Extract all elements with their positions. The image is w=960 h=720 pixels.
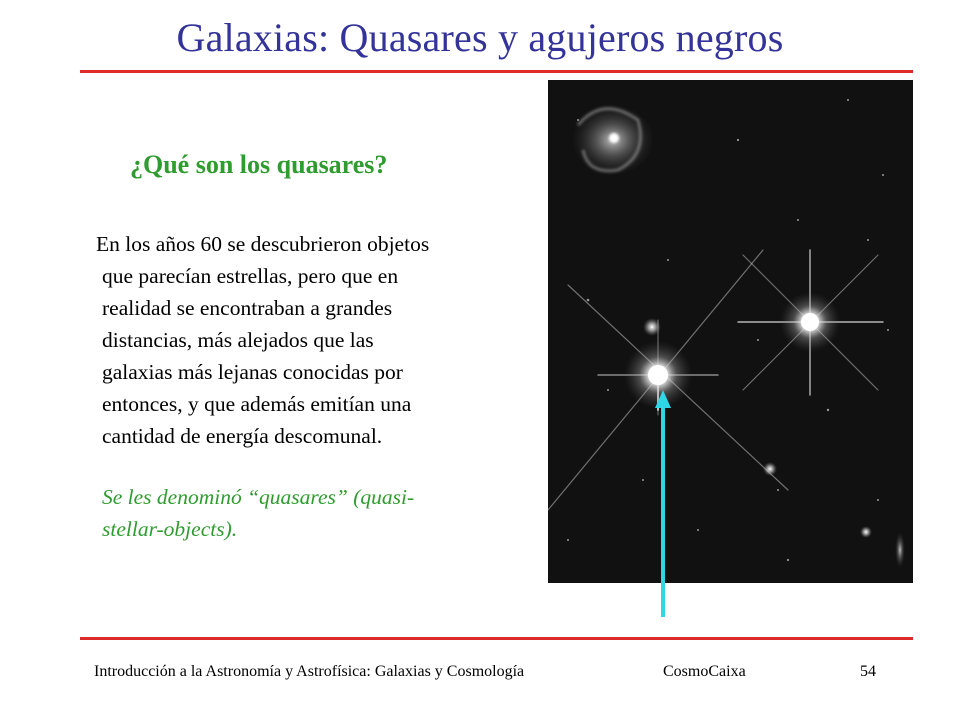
spiral-galaxy — [571, 104, 655, 176]
footer-course: Introducción a la Astronomía y Astrofísica: Galaxias y Cosmología — [94, 663, 525, 680]
note-line: stellar-objects). — [102, 517, 238, 541]
body-line: realidad se encontraban a grandes — [102, 296, 393, 320]
section-heading: ¿Qué son los quasares? — [130, 150, 388, 179]
body-line: cantidad de energía descomunal. — [102, 424, 383, 448]
page-number: 54 — [860, 663, 876, 680]
body-line: galaxias más lejanas conocidas por — [102, 360, 403, 384]
slide-title: Galaxias: Quasares y agujeros negros — [176, 15, 784, 60]
quasar-definition-note — [102, 481, 522, 545]
faint-object — [763, 462, 777, 476]
footer-venue: CosmoCaixa — [663, 663, 746, 680]
faint-object — [643, 318, 661, 336]
body-line: entonces, y que además emitían una — [102, 392, 412, 416]
top-divider — [80, 70, 913, 73]
body-paragraph — [80, 228, 540, 452]
body-line: que parecían estrellas, pero que en — [102, 264, 399, 288]
faint-object — [860, 526, 872, 538]
note-line: Se les denominó “quasares” (quasi- — [102, 485, 415, 509]
quasar-photo — [548, 80, 913, 583]
body-line: distancias, más alejados que las — [102, 328, 374, 352]
edge-on-galaxy — [895, 532, 905, 568]
body-line: En los años 60 se descubrieron objetos — [96, 232, 430, 256]
bottom-divider — [80, 637, 913, 640]
